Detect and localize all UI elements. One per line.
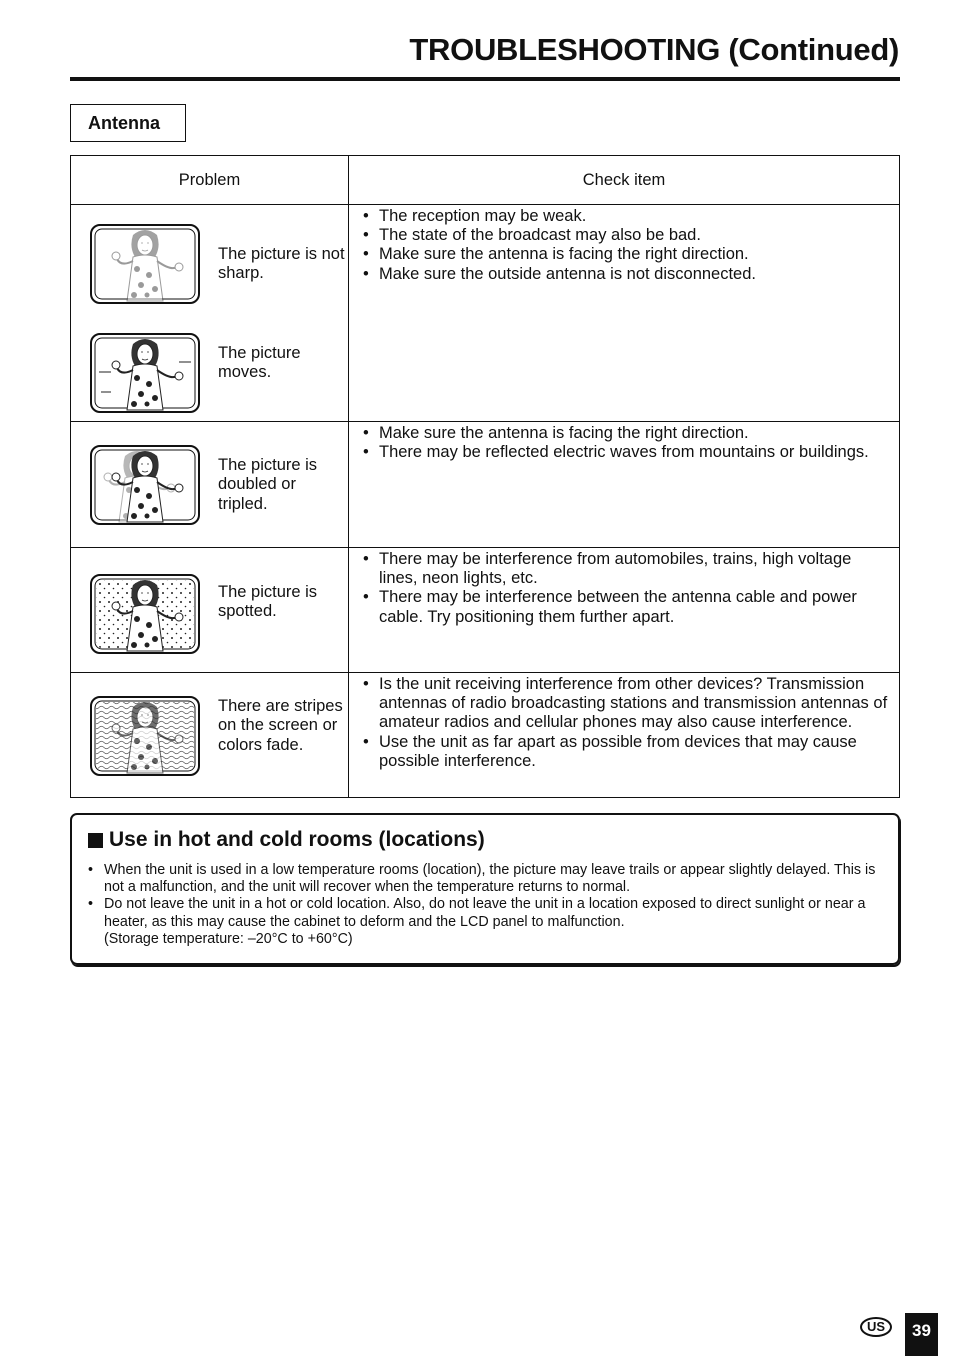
problem-column-header: Problem (71, 156, 349, 205)
faded-picture-icon (89, 223, 201, 305)
note-heading (88, 828, 485, 852)
list-item: • Make sure the antenna is facing the right direction. (363, 245, 893, 264)
problem-cell (71, 422, 349, 548)
problem-cell (71, 673, 349, 798)
table-row (71, 673, 900, 798)
striped-picture-icon (89, 695, 201, 777)
list-item-text: Do not leave the unit in a hot or cold location. Also, do not leave the unit in a location exposed to direct sunlight or near a heater, as this may cause the cabinet to deform and the LCD panel to malfunction. (104, 896, 866, 930)
region-badge: US (860, 1317, 892, 1337)
check-cell (349, 548, 900, 673)
list-item (86, 896, 880, 948)
list-item: • Use the unit as far apart as possible from devices that may cause possible interference. (363, 733, 893, 771)
list-item: • The state of the broadcast may also be bad. (363, 226, 893, 245)
check-list (363, 550, 893, 627)
hot-cold-rooms-note (70, 813, 900, 965)
check-column-header: Check item (349, 156, 900, 205)
list-item: • Make sure the antenna is facing the right direction. (363, 424, 893, 443)
table-row (71, 548, 900, 673)
section-label-antenna: Antenna (70, 104, 186, 142)
problem-text: The picture moves. (218, 344, 301, 382)
moving-picture-icon (89, 332, 201, 414)
note-list (86, 862, 880, 948)
check-list (363, 675, 893, 771)
problem-text: There are stripes on the screen or colors fade. (218, 697, 343, 754)
page-number: 39 (905, 1313, 938, 1356)
check-list (363, 207, 893, 284)
square-bullet-icon (88, 833, 103, 848)
check-cell (349, 673, 900, 798)
title-rule (70, 77, 900, 81)
list-item: • When the unit is used in a low temperature rooms (location), the picture may leave trails or appear slightly delayed. This is not a malfunction, and the unit will recover when the temperature returns to normal. (86, 862, 880, 896)
table-header-row (71, 156, 900, 205)
check-list (363, 424, 893, 462)
problem-cell (71, 548, 349, 673)
problem-text: The picture is not sharp. (218, 245, 345, 283)
list-item: • Is the unit receiving interference from other devices? Transmission antennas of radio broadcasting stations and transmission antennas of amateur radios and cellular phones may also cause interference. (363, 675, 893, 733)
storage-temperature: (Storage temperature: –20°C to +60°C) (104, 930, 353, 947)
list-item: • There may be reflected electric waves from mountains or buildings. (363, 443, 893, 462)
list-item: • There may be interference from automobiles, trains, high voltage lines, neon lights, etc. (363, 550, 893, 588)
check-cell (349, 205, 900, 422)
problem-text: The picture is doubled or tripled. (218, 456, 318, 513)
problem-cell (71, 205, 349, 422)
check-cell (349, 422, 900, 548)
note-heading-text: Use in hot and cold rooms (locations) (109, 828, 485, 851)
problem-text: The picture is spotted. (218, 583, 318, 621)
list-item: • Make sure the outside antenna is not disconnected. (363, 265, 893, 284)
troubleshooting-table (70, 155, 900, 798)
list-item: • There may be interference between the antenna cable and power cable. Try positioning them further apart. (363, 588, 893, 626)
doubled-picture-icon (89, 444, 201, 526)
table-row (71, 422, 900, 548)
table-row (71, 205, 900, 422)
list-item: • The reception may be weak. (363, 207, 893, 226)
page-title: TROUBLESHOOTING (Continued) (409, 32, 899, 67)
spotted-picture-icon (89, 573, 201, 655)
